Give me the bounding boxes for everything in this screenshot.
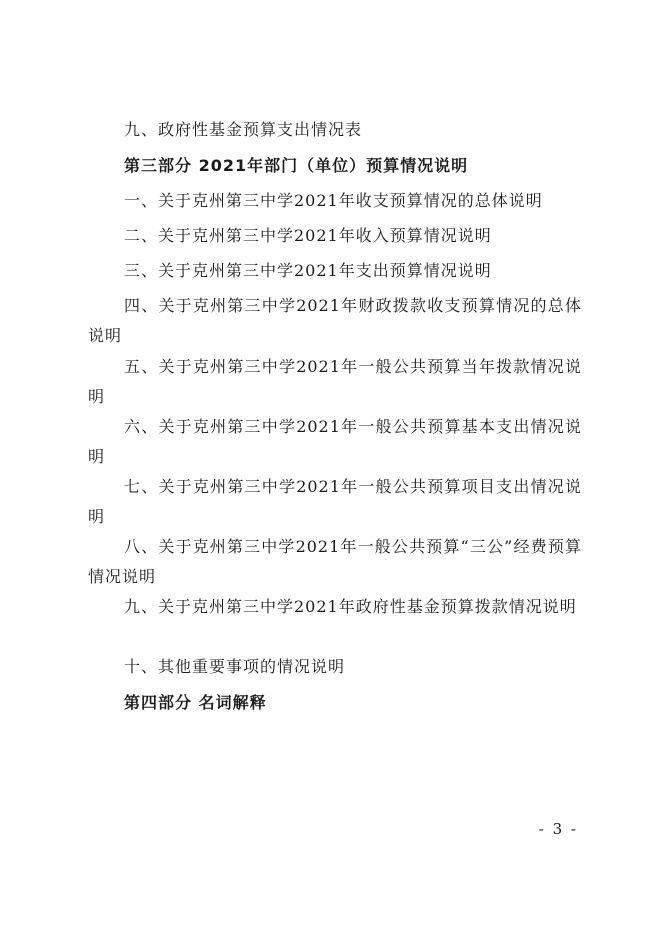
toc-item-5: 五、关于克州第三中学2021年一般公共预算当年拨款情况说明	[88, 357, 582, 406]
toc-item-3: 三、关于克州第三中学2021年支出预算情况说明	[124, 261, 492, 280]
toc-item-government-fund-expenditure-table: 九、政府性基金预算支出情况表	[124, 120, 363, 139]
section-heading-part-four: 第四部分 名词解释	[124, 693, 267, 712]
toc-item-4: 四、关于克州第三中学2021年财政拨款收支预算情况的总体说明	[88, 296, 582, 345]
toc-item-8: 八、关于克州第三中学2021年一般公共预算“三公”经费预算情况说明	[88, 537, 582, 586]
toc-item-1: 一、关于克州第三中学2021年收支预算情况的总体说明	[124, 191, 543, 210]
page-number: - 3 -	[538, 820, 578, 838]
section-heading-part-three: 第三部分 2021年部门（单位）预算情况说明	[124, 156, 469, 175]
toc-item-9: 九、关于克州第三中学2021年政府性基金预算拨款情况说明	[124, 597, 577, 616]
toc-item-2: 二、关于克州第三中学2021年收入预算情况说明	[124, 226, 492, 245]
toc-item-7: 七、关于克州第三中学2021年一般公共预算项目支出情况说明	[88, 477, 582, 526]
toc-item-6: 六、关于克州第三中学2021年一般公共预算基本支出情况说明	[88, 417, 582, 466]
toc-item-10: 十、其他重要事项的情况说明	[124, 657, 346, 676]
